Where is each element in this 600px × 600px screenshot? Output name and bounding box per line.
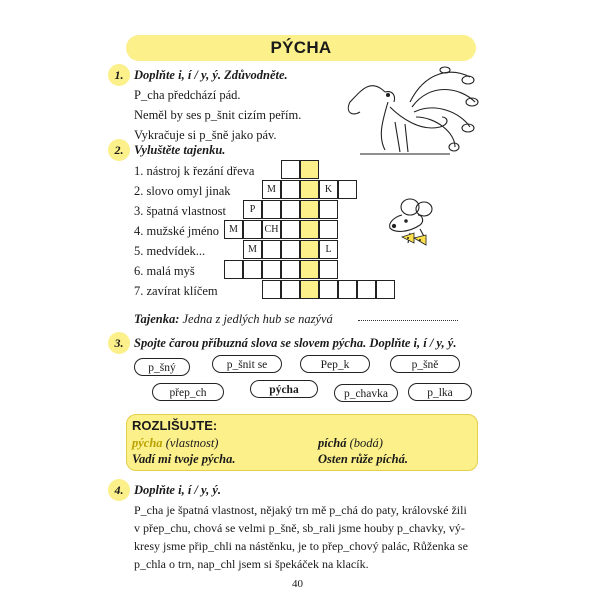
word-pill[interactable]: přep_ch	[152, 383, 224, 401]
crossword-clue: 2. slovo omyl jinak	[134, 184, 231, 198]
crossword-cell[interactable]	[300, 240, 319, 259]
crossword-cell[interactable]	[300, 180, 319, 199]
exercise-1-line: Vykračuje si p_šně jako páv.	[134, 128, 277, 142]
page-title: PÝCHA	[270, 38, 332, 57]
crossword-cell[interactable]	[243, 260, 262, 279]
exercise-4-number: 4.	[108, 479, 130, 501]
crossword-cell[interactable]	[319, 200, 338, 219]
crossword-cell[interactable]	[357, 280, 376, 299]
exercise-1-number: 1.	[108, 64, 130, 86]
crossword-cell[interactable]: K	[319, 180, 338, 199]
crossword-cell[interactable]	[300, 260, 319, 279]
crossword-clue: 1. nástroj k řezání dřeva	[134, 164, 255, 178]
crossword-cell[interactable]	[281, 200, 300, 219]
crossword-cell[interactable]	[281, 260, 300, 279]
word-pill[interactable]: p_šně	[390, 355, 460, 373]
crossword-cell[interactable]	[338, 280, 357, 299]
crossword-cell[interactable]	[262, 280, 281, 299]
rozlisujte-right-example: Osten růže píchá.	[318, 452, 408, 466]
mouse-illustration	[380, 195, 440, 250]
crossword-clue: 7. zavírat klíčem	[134, 284, 218, 298]
exercise-4-heading: Doplňte i, í / y, ý.	[134, 483, 222, 497]
crossword-clue: 5. medvídek...	[134, 244, 206, 258]
exercise-1-line: P_cha předchází pád.	[134, 88, 241, 102]
exercise-2-number: 2.	[108, 139, 130, 161]
tajenka-answer-line[interactable]	[358, 320, 458, 321]
crossword-cell[interactable]	[338, 180, 357, 199]
peacock-illustration	[330, 62, 480, 157]
tajenka-line	[134, 312, 333, 327]
crossword-cell[interactable]	[319, 260, 338, 279]
title-banner	[126, 35, 476, 61]
crossword-cell[interactable]	[281, 160, 300, 179]
crossword-cell[interactable]	[300, 280, 319, 299]
word-pill[interactable]: p_šnit se	[212, 355, 282, 373]
crossword-cell[interactable]	[300, 220, 319, 239]
crossword-cell[interactable]	[300, 200, 319, 219]
crossword-clue: 4. mužské jméno	[134, 224, 220, 238]
exercise-1-heading: Doplňte i, í / y, ý. Zdůvodněte.	[134, 68, 288, 82]
crossword-cell[interactable]	[281, 220, 300, 239]
tajenka-text: Jedna z jedlých hub se nazývá	[182, 312, 333, 326]
rozlisujte-right-note: (bodá)	[349, 436, 383, 450]
exercise-4-line: P_cha je špatná vlastnost, nějaký trn mě p_chá do paty, královské žili	[134, 503, 467, 517]
exercise-3-heading: Spojte čarou příbuzná slova se slovem pýcha. Doplňte i, í / y, ý.	[134, 336, 457, 350]
word-pill[interactable]: Pep_k	[300, 355, 370, 373]
exercise-4-line: p_chla o trn, nap_chl jsem si špekáček na klacík.	[134, 557, 369, 571]
rozlisujte-left-note: (vlastnost)	[165, 436, 219, 450]
crossword-cell[interactable]	[262, 260, 281, 279]
rozlisujte-left-word: pýcha	[132, 436, 163, 450]
crossword-cell[interactable]	[376, 280, 395, 299]
rozlisujte-right-definition	[318, 436, 383, 451]
tajenka-label: Tajenka:	[134, 312, 180, 326]
rozlisujte-left-definition	[132, 436, 218, 451]
crossword-cell[interactable]: M	[224, 220, 243, 239]
rozlisujte-right-word: píchá	[318, 436, 347, 450]
word-pill-pycha[interactable]: pýcha	[250, 380, 318, 398]
crossword-grid	[224, 160, 404, 300]
crossword-cell[interactable]	[281, 240, 300, 259]
crossword-cell[interactable]: M	[262, 180, 281, 199]
crossword-cell[interactable]	[224, 260, 243, 279]
word-pill[interactable]: p_lka	[408, 383, 472, 401]
crossword-clue: 6. malá myš	[134, 264, 195, 278]
exercise-1-line: Neměl by ses p_šnit cizím peřím.	[134, 108, 302, 122]
crossword-cell[interactable]	[300, 160, 319, 179]
crossword-cell[interactable]	[319, 280, 338, 299]
rozlisujte-title: ROZLIŠUJTE:	[132, 418, 218, 433]
crossword-cell[interactable]	[243, 220, 262, 239]
crossword-cell[interactable]	[319, 220, 338, 239]
page-number: 40	[292, 578, 303, 590]
crossword-cell[interactable]: P	[243, 200, 262, 219]
crossword-cell[interactable]	[262, 240, 281, 259]
crossword-cell[interactable]	[281, 280, 300, 299]
exercise-4-line: v přep_chu, chová se velmi p_šně, sb_rali jsme houby p_chavky, vý-	[134, 521, 465, 535]
rozlisujte-left-example: Vadí mi tvoje pýcha.	[132, 452, 236, 466]
crossword-cell[interactable]: L	[319, 240, 338, 259]
crossword-cell[interactable]: M	[243, 240, 262, 259]
crossword-cell[interactable]	[262, 200, 281, 219]
exercise-3-number: 3.	[108, 332, 130, 354]
exercise-4-line: kresy jsme přip_chli na nástěnku, je to přep_chový palác, Růženka se	[134, 539, 468, 553]
crossword-cell[interactable]	[281, 180, 300, 199]
word-pill[interactable]: p_chavka	[334, 384, 398, 402]
word-pill[interactable]: p_šný	[134, 358, 190, 376]
exercise-2-heading: Vyluštěte tajenku.	[134, 143, 226, 157]
crossword-clue: 3. špatná vlastnost	[134, 204, 227, 218]
crossword-cell[interactable]: CH	[262, 220, 281, 239]
